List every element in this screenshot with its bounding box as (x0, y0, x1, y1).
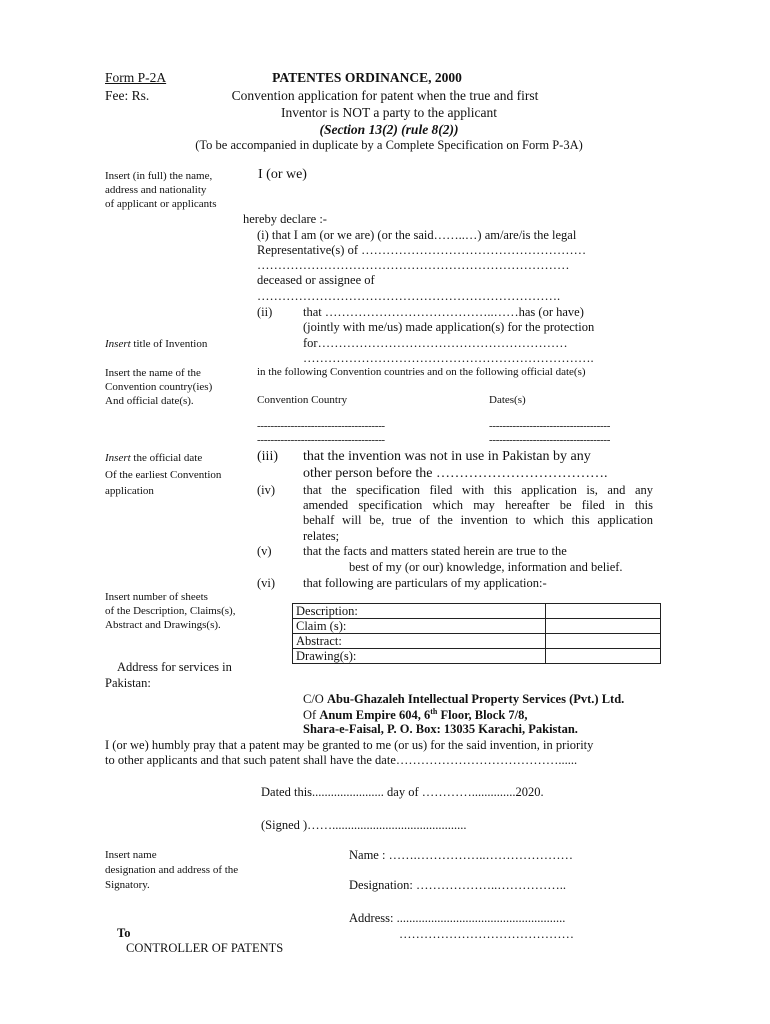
clause-iv-number: (iv) (257, 483, 276, 497)
clause-iv-line-3: behalf will be, true of the invention to which this application (303, 513, 653, 527)
table-row (293, 634, 661, 649)
table-row (293, 604, 661, 619)
note-applicant-2: address and nationality (105, 184, 207, 196)
column-convention-country: Convention Country (257, 394, 348, 406)
clause-vi-number: (vi) (257, 576, 276, 590)
sheet-value-claims[interactable] (546, 619, 661, 634)
note-date-insert: Insert (105, 452, 131, 464)
clause-vi-line-1: that following are particulars of my application:- (303, 576, 547, 590)
clause-iv-line-1: that the specification filed with this application is, and any (303, 483, 653, 497)
country-dash-1: -------------------------------------- (257, 420, 385, 432)
note-insert-word: Insert (105, 338, 131, 350)
table-row (293, 619, 661, 634)
clause-v-line-2: best of my (or our) knowledge, information and belief. (349, 560, 623, 574)
hereby-declare: hereby declare :- (243, 212, 327, 226)
signatory-address-2: …………………………………… (399, 927, 574, 941)
date-dash-1: ------------------------------------ (489, 420, 611, 432)
clause-iii-line-2: other person before the ………………………………. (303, 466, 608, 481)
note-address-2: Pakistan: (105, 676, 151, 690)
agent-floor-block: Floor, Block 7/8, (437, 708, 528, 723)
clause-ii-line-1: that …………………………………..……has (or have) (303, 305, 584, 319)
sheet-label-abstract: Abstract: (293, 634, 546, 649)
subtitle-1-text: Convention application for patent when the true and first (231, 88, 539, 103)
note-address-1: Address for services in (117, 660, 232, 674)
controller-of-patents: CONTROLLER OF PATENTS (126, 941, 284, 955)
agent-line-3: Shara-e-Faisal, P. O. Box: 13035 Karachi, Pakistan. (303, 722, 578, 736)
note-date-2: Of the earliest Convention (105, 469, 222, 481)
agent-floor-suffix: th (430, 707, 438, 716)
applicant-i-or-we: I (or we) (258, 167, 307, 182)
clause-iii-number: (iii) (257, 449, 278, 464)
note-title-rest: title of Invention (130, 338, 208, 350)
country-dash-2: -------------------------------------- (257, 434, 385, 446)
note-date-rest: the official date (130, 452, 203, 464)
agent-line-1 (303, 693, 624, 706)
clause-i-line-3: ………………………………………………………………… (257, 258, 570, 272)
sheet-value-drawings[interactable] (546, 649, 661, 664)
clause-ii-number: (ii) (257, 305, 273, 319)
clause-i-line-4: deceased or assignee of (257, 273, 375, 287)
date-dash-2: ------------------------------------ (489, 434, 611, 446)
accompany-note-text: (To be accompanied in duplicate by a Complete Specification on Form P-3A) (195, 138, 583, 152)
note-date-3: application (105, 485, 154, 497)
subtitle-line-2 (280, 105, 605, 120)
section-text: (Section 13(2) (rule 8(2)) (319, 122, 459, 137)
clause-v-line-1: that the facts and matters stated herein are true to the (303, 544, 567, 558)
subtitle-2-text: Inventor is NOT a party to the applicant (280, 105, 498, 120)
note-sheets-3: Abstract and Drawings(s). (105, 619, 221, 631)
note-signatory-3: Signatory. (105, 879, 150, 891)
note-sheets-2: of the Description, Claims(s), (105, 605, 236, 617)
dated-line: Dated this....................... day of …………..............2020. (261, 785, 544, 799)
prayer-line-2: to other applicants and that such patent shall have the date…………………………………...... (105, 753, 578, 767)
column-dates: Dates(s) (489, 394, 526, 406)
note-country-1: Insert the name of the (105, 367, 201, 379)
sheet-value-abstract[interactable] (546, 634, 661, 649)
agent-line-2 (303, 708, 528, 722)
section-reference (319, 122, 528, 137)
note-applicant-3: of applicant or applicants (105, 198, 217, 210)
signatory-address: Address: ...................................................... (349, 911, 566, 925)
signatory-designation: Designation: ………………..…………….. (349, 878, 567, 892)
clause-ii-line-4: ……………………………………………………………. (303, 351, 594, 365)
clause-i-line-1: (i) that I am (or we are) (or the said……..…) am/are/is the legal (257, 228, 577, 242)
agent-co: C/O (303, 692, 327, 706)
note-signatory-2: designation and address of the (105, 864, 239, 876)
clause-i-line-5: ………………………………………………………………. (257, 289, 561, 303)
note-sheets-1: Insert number of sheets (105, 591, 208, 603)
sheet-label-claims: Claim (s): (293, 619, 546, 634)
agent-company: Abu-Ghazaleh Intellectual Property Services (Pvt.) Ltd. (326, 692, 625, 706)
clause-iii-line-1: that the invention was not in use in Pakistan by any (303, 449, 591, 464)
signatory-name: Name : …….……………..………………… (349, 848, 573, 862)
sheets-table (292, 603, 661, 664)
note-signatory-1: Insert name (105, 849, 157, 861)
note-invention-title (105, 339, 207, 350)
table-row (293, 649, 661, 664)
fee-label: Fee: Rs. (105, 88, 150, 103)
signed-line: (Signed )……........................................... (261, 818, 467, 832)
clause-i-line-2: Representative(s) of ……………………………………………… (257, 243, 587, 257)
note-country-2: Convention country(ies) (105, 381, 213, 393)
subtitle-line-1 (231, 88, 692, 103)
form-title-text: PATENTES ORDINANCE, 2000 (272, 70, 462, 85)
to-label: To (117, 926, 131, 940)
note-country-3: And official date(s). (105, 395, 194, 407)
sheet-label-drawings: Drawing(s): (293, 649, 546, 664)
note-applicant-1: Insert (in full) the name, (105, 170, 213, 182)
countries-intro: in the following Convention countries and on the following official date(s) (257, 366, 586, 378)
prayer-line-1: I (or we) humbly pray that a patent may be granted to me (or us) for the said invention, in priority (105, 738, 594, 752)
form-number: Form P-2A (105, 70, 167, 85)
agent-of: Of (303, 708, 320, 723)
accompany-note (195, 138, 770, 152)
sheet-value-description[interactable] (546, 604, 661, 619)
clause-ii-line-3: for…………………………………………………… (303, 336, 568, 350)
clause-ii-line-2: (jointly with me/us) made application(s) for the protection (303, 320, 595, 334)
form-title (272, 70, 557, 85)
agent-building: Anum Empire 604, 6 (319, 708, 431, 723)
clause-v-number: (v) (257, 544, 272, 558)
clause-iv-line-2: amended specification which may hereafter be filed in this (303, 498, 653, 512)
sheet-label-description: Description: (293, 604, 546, 619)
note-official-date (105, 453, 202, 464)
clause-iv-line-4: relates; (303, 529, 340, 543)
